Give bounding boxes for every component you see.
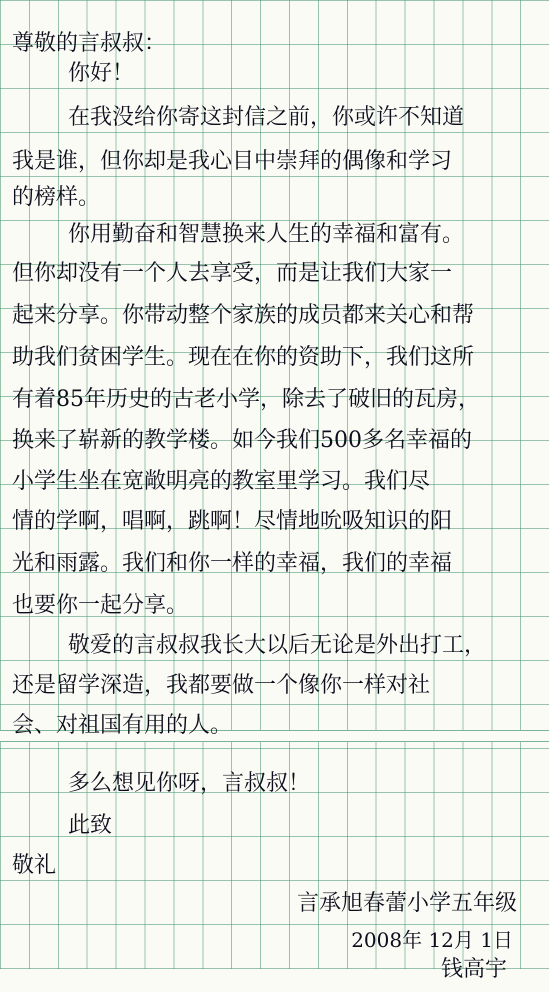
closing-line: 此致 bbox=[68, 813, 113, 838]
hello-line: 你好！ bbox=[68, 61, 135, 86]
body-line: 会、对祖国有用的人。 bbox=[12, 713, 233, 738]
salute-line: 敬礼 bbox=[12, 853, 57, 878]
body-line: 的榜样。 bbox=[12, 185, 101, 210]
body-line: 我是谁，但你却是我心目中崇拜的偶像和学习 bbox=[12, 149, 453, 174]
greeting: 尊敬的言叔叔： bbox=[12, 31, 167, 56]
body-line: 但你却没有一个人去享受，而是让我们大家一 bbox=[12, 261, 453, 286]
body-line: 换来了崭新的教学楼。如今我们500多名幸福的 bbox=[12, 428, 472, 453]
signature-name: 钱高宇 bbox=[440, 957, 507, 982]
body-line: 你用勤奋和智慧换来人生的幸福和富有。 bbox=[68, 222, 465, 247]
body-line: 助我们贫困学生。现在在你的资助下，我们这所 bbox=[12, 345, 475, 370]
body-line: 还是留学深造，我都要做一个像你一样对社 bbox=[12, 673, 431, 698]
letter-date: 2008年 12月 1日 bbox=[351, 928, 513, 952]
missing-you-line: 多么想见你呀，言叔叔！ bbox=[68, 771, 311, 796]
body-line: 情的学啊，唱啊，跳啊！尽情地吮吸知识的阳 bbox=[12, 509, 453, 534]
body-line: 光和雨露。我们和你一样的幸福，我们的幸福 bbox=[12, 551, 453, 576]
signature-school: 言承旭春蕾小学五年级 bbox=[296, 891, 517, 916]
body-line: 在我没给你寄这封信之前，你或许不知道 bbox=[68, 105, 465, 130]
body-line: 敬爱的言叔叔我长大以后无论是外出打工， bbox=[68, 633, 487, 658]
body-line: 有着85年历史的古老小学，除去了破旧的瓦房， bbox=[12, 387, 480, 412]
body-line: 小学生坐在宽敞明亮的教室里学习。我们尽 bbox=[12, 469, 431, 494]
body-line: 也要你一起分享。 bbox=[12, 593, 189, 618]
body-line: 起来分享。你带动整个家族的成员都来关心和帮 bbox=[12, 303, 475, 328]
